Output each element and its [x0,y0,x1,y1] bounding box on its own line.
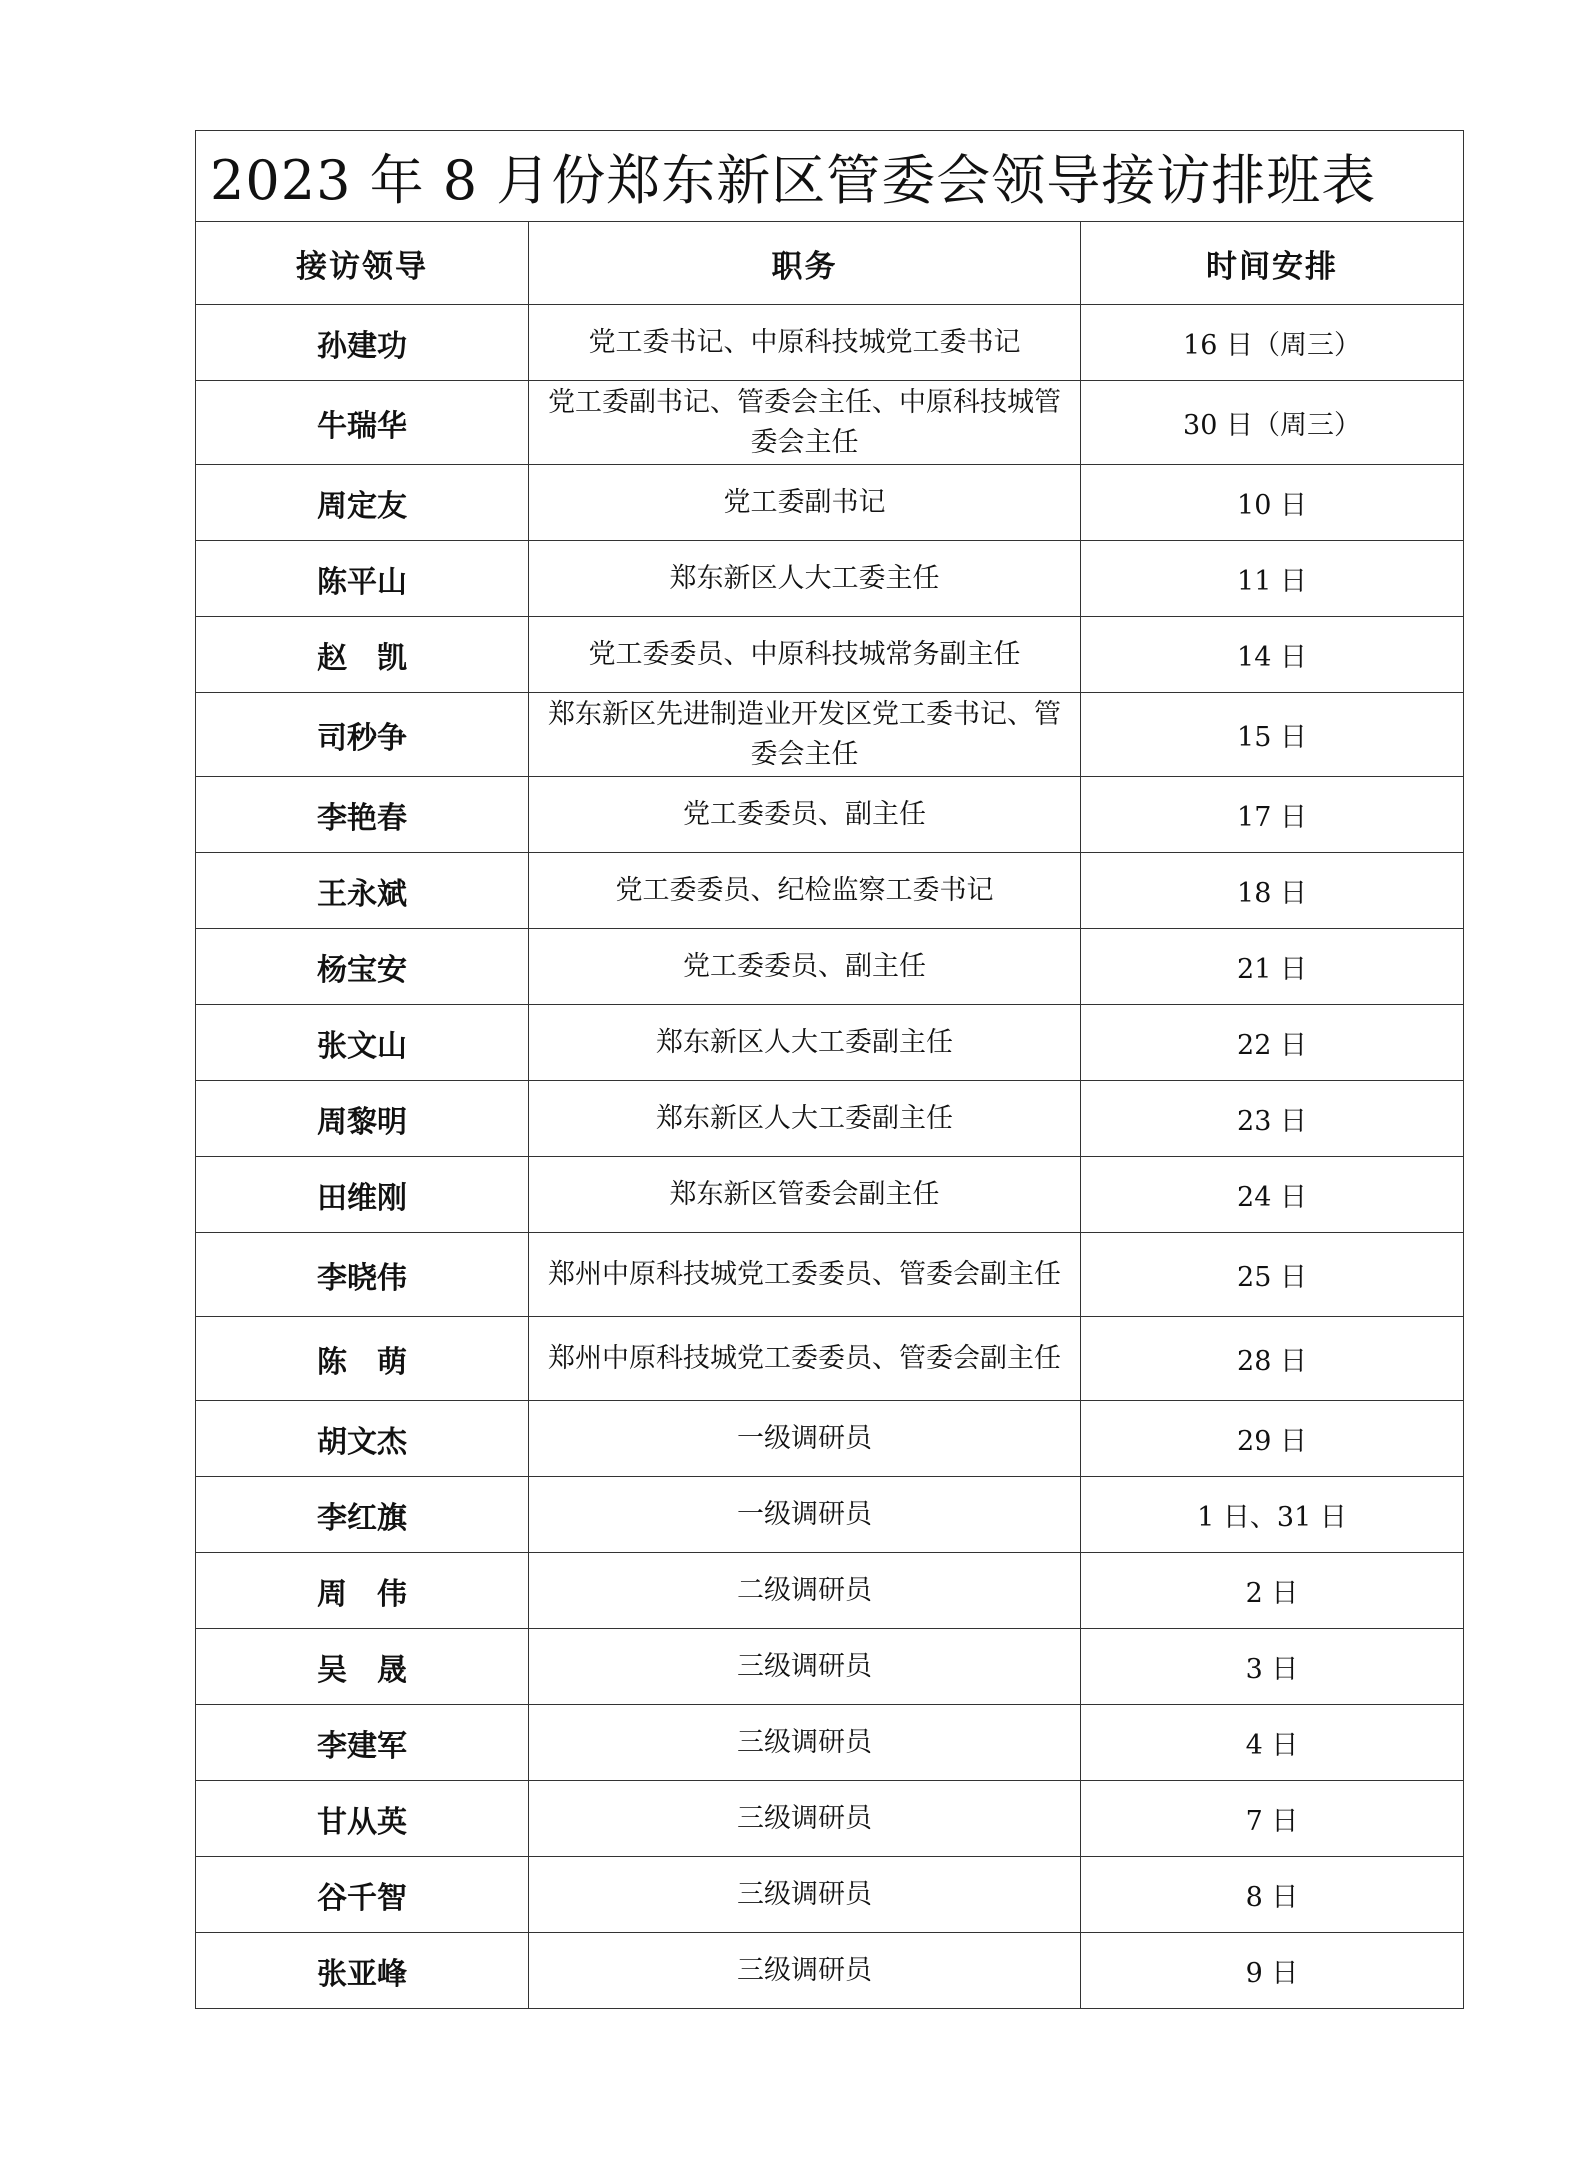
leader-position: 党工委委员、纪检监察工委书记 [529,853,1081,929]
leader-name: 李红旗 [196,1477,529,1553]
leader-name: 李晓伟 [196,1233,529,1317]
leader-name: 李艳春 [196,777,529,853]
leader-position: 郑州中原科技城党工委委员、管委会副主任 [529,1317,1081,1401]
leader-name: 牛瑞华 [196,381,529,465]
leader-name: 周黎明 [196,1081,529,1157]
leader-position: 三级调研员 [529,1857,1081,1933]
schedule-time: 7 日 [1081,1781,1464,1857]
table-row [196,1081,1464,1157]
table-row [196,777,1464,853]
leader-position: 党工委副书记 [529,465,1081,541]
table-row [196,465,1464,541]
schedule-time: 23 日 [1081,1081,1464,1157]
leader-name: 田维刚 [196,1157,529,1233]
schedule-time: 14 日 [1081,617,1464,693]
schedule-time: 30 日（周三） [1081,381,1464,465]
leader-position: 党工委副书记、管委会主任、中原科技城管委会主任 [529,381,1081,465]
leader-name: 周定友 [196,465,529,541]
column-header-schedule: 时间安排 [1081,222,1464,305]
table-row [196,1857,1464,1933]
schedule-time: 18 日 [1081,853,1464,929]
table-row [196,1705,1464,1781]
leader-name: 吴 晟 [196,1629,529,1705]
leader-position: 郑东新区人大工委主任 [529,541,1081,617]
leader-name: 张文山 [196,1005,529,1081]
leader-position: 三级调研员 [529,1781,1081,1857]
leader-name: 赵 凯 [196,617,529,693]
leader-name: 李建军 [196,1705,529,1781]
table-row [196,1401,1464,1477]
schedule-time: 21 日 [1081,929,1464,1005]
schedule-time: 11 日 [1081,541,1464,617]
leader-name: 孙建功 [196,305,529,381]
leader-position: 二级调研员 [529,1553,1081,1629]
table-row [196,541,1464,617]
leader-name: 杨宝安 [196,929,529,1005]
schedule-time: 10 日 [1081,465,1464,541]
schedule-time: 29 日 [1081,1401,1464,1477]
leader-position: 郑东新区人大工委副主任 [529,1081,1081,1157]
leader-name: 陈平山 [196,541,529,617]
leader-name: 王永斌 [196,853,529,929]
table-row [196,1781,1464,1857]
leader-name: 张亚峰 [196,1933,529,2009]
table-row [196,1553,1464,1629]
leader-name: 胡文杰 [196,1401,529,1477]
title-row [196,131,1464,222]
table-row [196,381,1464,465]
leader-position: 郑东新区先进制造业开发区党工委书记、管委会主任 [529,693,1081,777]
schedule-time: 4 日 [1081,1705,1464,1781]
table-row [196,1157,1464,1233]
table-row [196,1005,1464,1081]
leader-position: 党工委委员、副主任 [529,777,1081,853]
table-row [196,305,1464,381]
leader-position: 郑州中原科技城党工委委员、管委会副主任 [529,1233,1081,1317]
schedule-time: 3 日 [1081,1629,1464,1705]
page-title: 2023 年 8 月份郑东新区管委会领导接访排班表 [196,131,1464,222]
schedule-sheet [195,130,1463,2009]
schedule-table [195,130,1464,2009]
table-row [196,1233,1464,1317]
leader-name: 周 伟 [196,1553,529,1629]
schedule-time: 25 日 [1081,1233,1464,1317]
schedule-time: 15 日 [1081,693,1464,777]
column-header-position: 职务 [529,222,1081,305]
schedule-time: 16 日（周三） [1081,305,1464,381]
table-row [196,1629,1464,1705]
schedule-time: 28 日 [1081,1317,1464,1401]
leader-position: 一级调研员 [529,1477,1081,1553]
leader-position: 党工委委员、副主任 [529,929,1081,1005]
leader-name: 甘从英 [196,1781,529,1857]
table-row [196,617,1464,693]
schedule-time: 1 日、31 日 [1081,1477,1464,1553]
schedule-time: 24 日 [1081,1157,1464,1233]
header-row [196,222,1464,305]
table-row [196,1933,1464,2009]
leader-position: 党工委委员、中原科技城常务副主任 [529,617,1081,693]
leader-position: 三级调研员 [529,1629,1081,1705]
table-row [196,693,1464,777]
schedule-time: 8 日 [1081,1857,1464,1933]
leader-position: 郑东新区管委会副主任 [529,1157,1081,1233]
leader-name: 陈 萌 [196,1317,529,1401]
table-row [196,1477,1464,1553]
leader-position: 一级调研员 [529,1401,1081,1477]
leader-name: 司秒争 [196,693,529,777]
table-row [196,853,1464,929]
leader-position: 党工委书记、中原科技城党工委书记 [529,305,1081,381]
schedule-time: 22 日 [1081,1005,1464,1081]
leader-position: 三级调研员 [529,1933,1081,2009]
schedule-time: 2 日 [1081,1553,1464,1629]
leader-position: 郑东新区人大工委副主任 [529,1005,1081,1081]
leader-position: 三级调研员 [529,1705,1081,1781]
table-row [196,929,1464,1005]
schedule-time: 17 日 [1081,777,1464,853]
schedule-time: 9 日 [1081,1933,1464,2009]
table-row [196,1317,1464,1401]
column-header-leader: 接访领导 [196,222,529,305]
leader-name: 谷千智 [196,1857,529,1933]
